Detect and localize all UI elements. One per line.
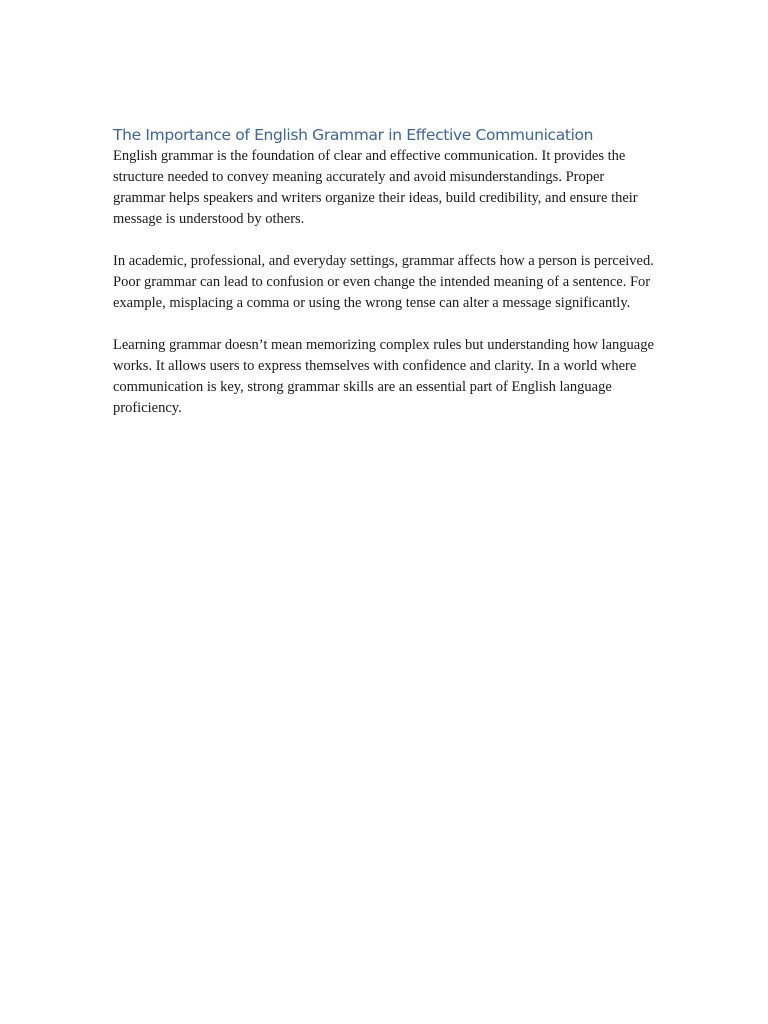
document-body [113, 124, 658, 419]
paragraph-1: English grammar is the foundation of clear and effective communication. It provides the structure needed to convey meaning accurately and avoid misunderstandings. Proper grammar helps speakers and writers organize their ideas, build credibility, and ensure their message is understood by others. [113, 148, 638, 227]
paragraph-2: In academic, professional, and everyday settings, grammar affects how a person is perceived. Poor grammar can lead to confusion or even change the intended meaning of a sentence. For example, misplacing a comma or using the wrong tense can alter a message significantly. [113, 253, 654, 311]
paragraph-3: Learning grammar doesn’t mean memorizing complex rules but understanding how language works. It allows users to express themselves with confidence and clarity. In a world where communication is key, strong grammar skills are an essential part of English language proficiency. [113, 337, 654, 416]
document-title: The Importance of English Grammar in Effective Communication [113, 126, 594, 144]
